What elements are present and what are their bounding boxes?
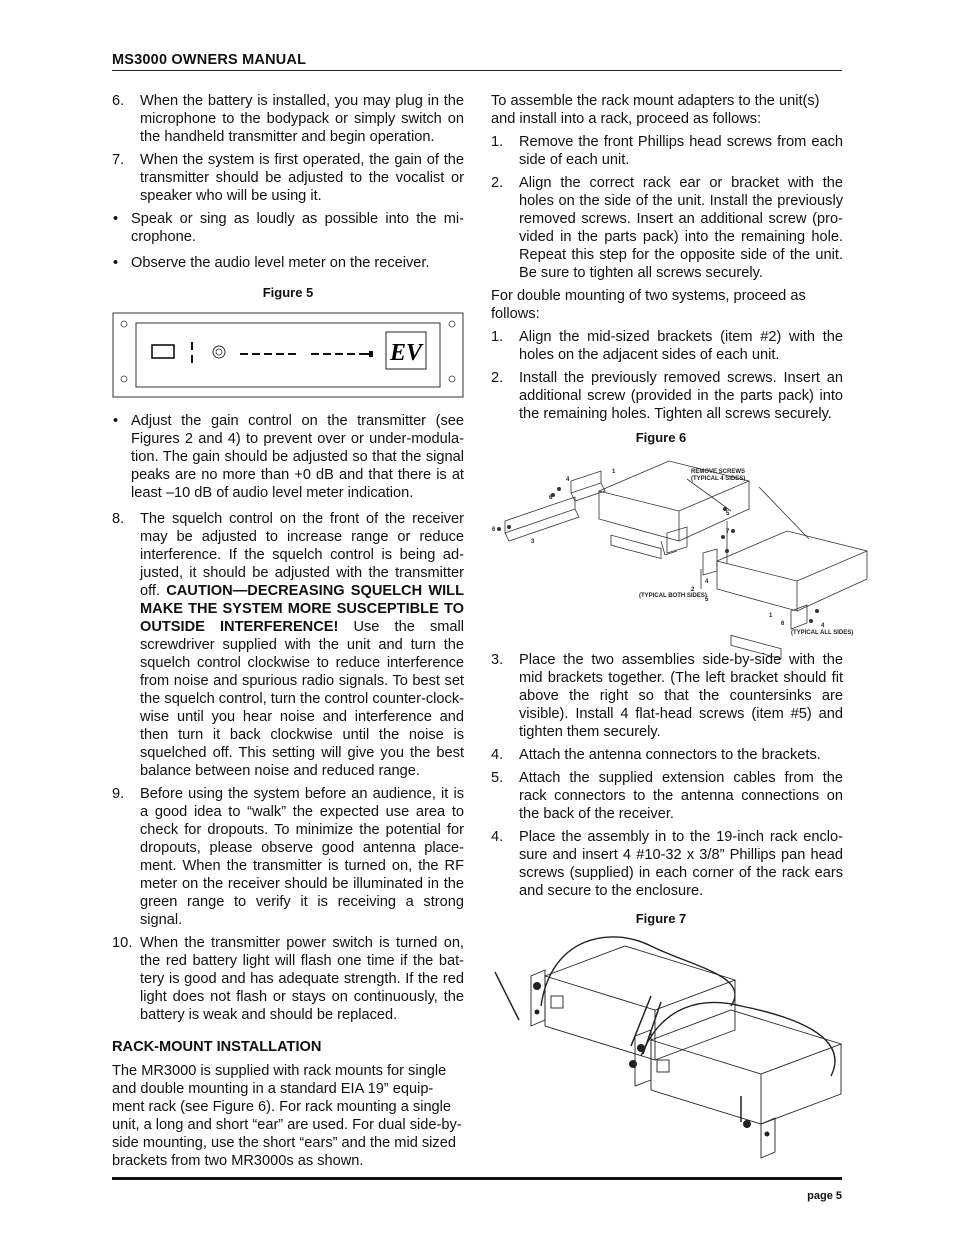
left-column — [112, 92, 464, 1175]
double-mount-intro: For double mounting of two systems, proceed as follows: — [491, 288, 806, 322]
list-item-10 — [112, 934, 464, 1024]
step-c-5 — [491, 769, 843, 823]
item-text: When the battery is installed, you may plug in the microphone to the bodypack or simply switch on the handheld transmitter and begin operation. — [140, 93, 464, 145]
item-text: Attach the antenna connectors to the brackets. — [519, 747, 821, 763]
list-item-7 — [112, 151, 464, 205]
list-item-8 — [112, 510, 464, 780]
step-a-2 — [491, 174, 843, 282]
step-c-3 — [491, 651, 843, 741]
item-text: Use the small screwdriver supplied with the unit and turn the squelch control clockwise to reduce interference from noise and spurious radio signals. To best set the squelch control, turn the control counter-clock-wise until you hear noise and interference and then turn it back clockwise until the noise is squelched off. This setting will give you the best balance between noise and reduced range. — [140, 619, 464, 779]
item-text: When the transmitter power switch is turned on, the red battery light will flash one time if the bat-tery is good and has adequate strength. If the red light does not flash or stays on continuously, the battery is weak and should be replaced. — [140, 935, 464, 1023]
svg-text:4: 4 — [705, 579, 709, 585]
bullet-text: Observe the audio level meter on the receiver. — [131, 255, 430, 271]
manual-title: MS3000 OWNERS MANUAL — [112, 52, 307, 68]
bullet-text: Adjust the gain control on the transmitter (see Figures 2 and 4) to prevent over or under-modula-tion. The gain should be adjusted so that the signal peaks are no more than +0 dB and that there is at least –10 dB of audio level meter indication. — [131, 413, 464, 501]
item-number: 1. — [491, 134, 504, 150]
svg-text:6: 6 — [781, 621, 785, 627]
item-number: 4. — [491, 747, 504, 763]
item-number: 4. — [491, 829, 504, 845]
svg-text:2: 2 — [691, 587, 695, 593]
item-number: 1. — [491, 329, 504, 345]
step-b-1 — [491, 328, 843, 364]
item-text: Install the previously removed screws. Insert an additional screw (provided in the parts pack) into the remaining holes. Tighten all screws securely. — [519, 370, 843, 422]
svg-text:7: 7 — [726, 529, 730, 535]
bullet-text: Speak or sing as loudly as possible into the mi-crophone. — [131, 211, 464, 245]
svg-text:5: 5 — [726, 511, 730, 517]
svg-text:6: 6 — [549, 495, 553, 501]
item-number: 5. — [491, 770, 504, 786]
figure-5-receiver-front-panel — [112, 312, 464, 398]
item-number: 7. — [112, 152, 125, 168]
step-b-2 — [491, 369, 843, 423]
item-text: The squelch control on the front of the receiver may be adjusted to increase range or reduce interference. If the squelch control is being ad-justed, it should be adjusted with the transmitter off. — [140, 511, 464, 599]
item-number: 2. — [491, 370, 504, 386]
section-paragraph: The MR3000 is supplied with rack mounts for single and double mounting in a standard EIA 19” equip-ment rack (see Figure 6). For rack mounting a single unit, a long and short “ear” are used. For dual side-by-side mounting, use the short “ears” and the mid sized brackets from two MR3000s as shown. — [112, 1063, 462, 1169]
bullet-speak — [112, 210, 464, 246]
figure-6-label: Figure 6 — [635, 430, 687, 445]
svg-text:(TYPICAL 4 SIDES): (TYPICAL 4 SIDES) — [691, 476, 746, 482]
svg-text:5: 5 — [705, 597, 709, 603]
item-number: 3. — [491, 652, 504, 668]
list-item-9 — [112, 785, 464, 929]
caution-text: CAUTION—DECREASING SQUELCH WILL MAKE THE SYSTEM MORE SUSCEPTIBLE TO OUTSIDE INTERFERENCE! — [140, 583, 464, 635]
svg-text:(TYPICAL BOTH SIDES): (TYPICAL BOTH SIDES) — [639, 593, 707, 599]
page-number: page 5 — [807, 1190, 842, 1202]
header-divider — [112, 70, 842, 71]
step-c-4b — [491, 828, 843, 900]
svg-text:1: 1 — [769, 613, 773, 619]
bullet-dot: • — [113, 211, 119, 227]
item-text: Before using the system before an audience, it is a good idea to “walk” the expected use area to check for dropouts. To minimize the potential for dropouts, please observe good antenna place-ment. When the transmitter is turned on, the RF meter on the receiver should be illuminated in the green range to verify it is receiving a strong signal. — [140, 786, 464, 928]
bullet-adjust-gain — [112, 412, 464, 502]
bullet-dot: • — [113, 413, 119, 429]
svg-text:REMOVE SCREWS: REMOVE SCREWS — [691, 469, 746, 475]
svg-text:4: 4 — [566, 477, 570, 483]
section-heading-rack-mount: RACK-MOUNT INSTALLATION — [112, 1039, 322, 1055]
list-item-6 — [112, 92, 464, 146]
figure-5-label: Figure 5 — [262, 285, 314, 300]
figure-6-exploded-rack-diagram — [491, 451, 854, 641]
assembly-intro: To assemble the rack mount adapters to the unit(s) and install into a rack, proceed as follows: — [491, 93, 820, 127]
step-a-1 — [491, 133, 843, 169]
svg-text:EV: EV — [389, 340, 423, 366]
svg-text:3: 3 — [531, 539, 535, 545]
item-text: Place the two assemblies side-by-side with the mid brackets together. (The left bracket should fit above the right so that the countersinks are visible). Install 4 flat-head screws (item #5) and tighten them securely. — [519, 652, 843, 740]
item-number: 8. — [112, 511, 125, 527]
right-column — [491, 92, 854, 1148]
figure-7-label: Figure 7 — [635, 911, 687, 926]
figure-7-rack-assembly-drawing — [491, 936, 843, 1148]
footer-divider — [112, 1177, 842, 1180]
svg-text:6: 6 — [492, 527, 496, 533]
item-text: Align the correct rack ear or bracket with the holes on the side of the unit. Install the previously removed screws. Insert an additional screw (pro-vided in the parts pack) into the remaining hole. Repeat this step for the opposite side of the unit. Be sure to tighten all screws securely. — [519, 175, 843, 281]
step-c-4 — [491, 746, 843, 764]
svg-text:(TYPICAL ALL SIDES): (TYPICAL ALL SIDES) — [791, 630, 854, 636]
item-number: 9. — [112, 786, 125, 802]
item-text: Place the assembly in to the 19-inch rack enclo-sure and insert 4 #10-32 x 3/8” Phillips pan head screws (supplied) in each corner of the rack ears and secure to the enclosure. — [519, 829, 843, 899]
item-number: 10. — [112, 935, 133, 951]
item-text: Align the mid-sized brackets (item #2) with the holes on the adjacent sides of each unit. — [519, 329, 843, 363]
item-number: 2. — [491, 175, 504, 191]
svg-text:1: 1 — [612, 469, 616, 475]
svg-text:4: 4 — [821, 623, 825, 629]
item-text: Attach the supplied extension cables from the rack connectors to the antenna connections on the back of the receiver. — [519, 770, 843, 822]
item-number: 6. — [112, 93, 125, 109]
item-text: When the system is first operated, the gain of the transmitter should be adjusted to the vocalist or speaker who will be using it. — [140, 152, 464, 204]
bullet-observe — [112, 254, 464, 272]
bullet-dot: • — [113, 255, 119, 271]
item-text: Remove the front Phillips head screws from each side of each unit. — [519, 134, 843, 168]
